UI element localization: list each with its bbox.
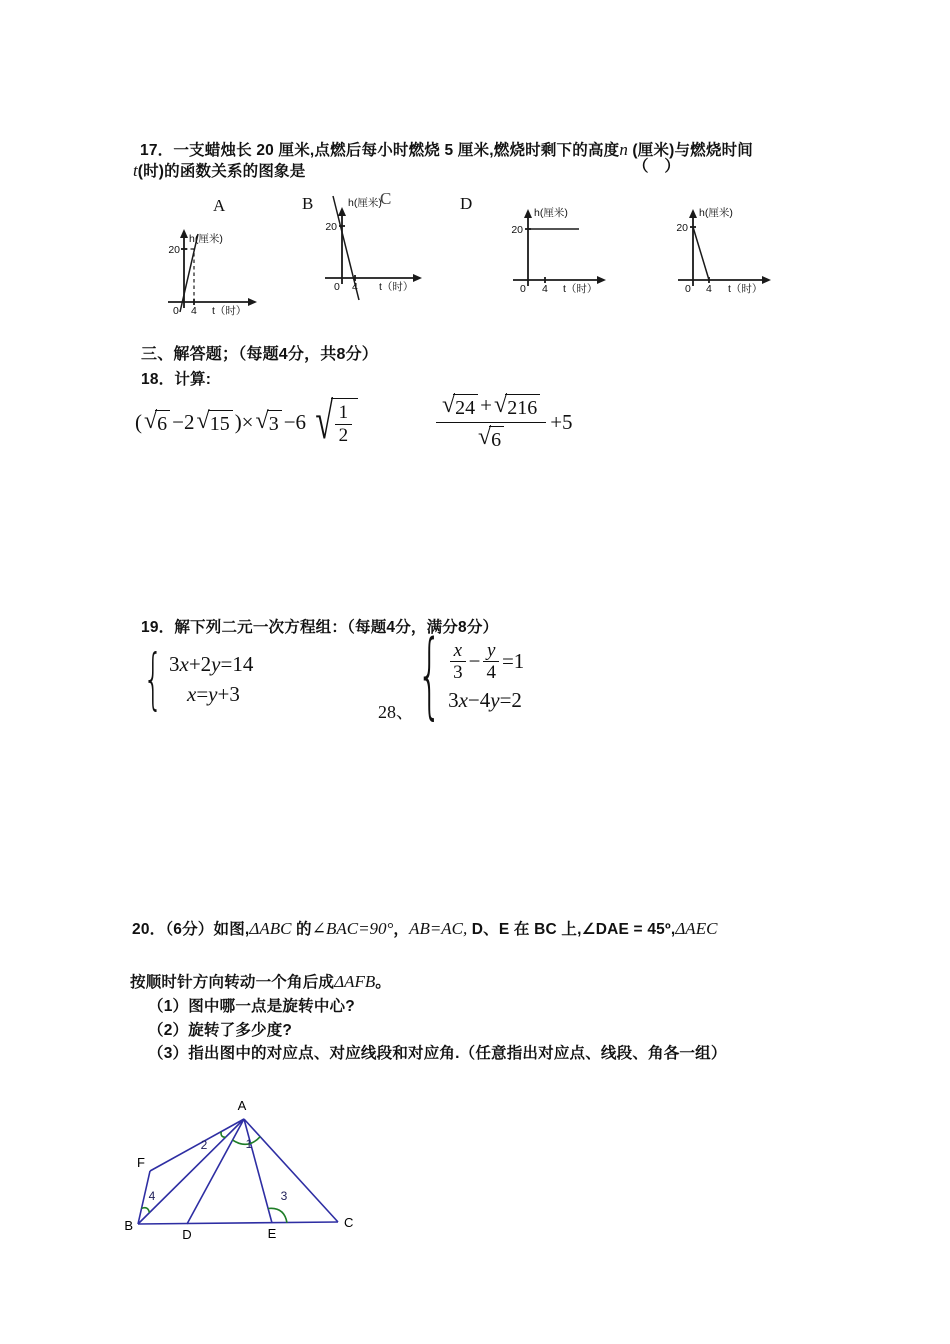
q18-expression-1 [134,391,358,453]
x-tick-4: 4 [706,283,712,295]
option-label-c: C [380,189,392,208]
y-axis-label: h(厘米) [189,233,223,245]
x-tick-4: 4 [352,281,358,293]
q20-geometry-figure [105,1090,370,1250]
sqrt-3: √ 3 [256,409,282,435]
x-tick-4: 4 [542,283,548,295]
y-axis-label: h(厘米) [699,207,733,219]
x-axis-label: t（时） [379,281,414,293]
q20-text-line2: 按顺时针方向转动一个角后成ΔAFB。 [130,972,391,991]
plus-5: +5 [550,409,573,434]
y-tick-20: 20 [168,244,180,256]
sqrt-6: √ 6 [144,409,170,435]
equation-row: 3 x +2 y =14 [169,652,254,676]
numerator [436,393,546,422]
y-axis-label: h(厘米) [534,207,568,219]
rising-line [180,234,198,312]
origin-label: 0 [173,305,179,317]
x-axis-label: t（时） [728,283,763,295]
origin-label: 0 [334,281,340,293]
q17-var-t: t [133,161,138,180]
option-label-d: D [460,194,473,213]
sqrt-6: √ 6 [478,425,504,451]
y-axis-label: h(厘米) [348,197,382,209]
option-graph-b [315,194,433,306]
vertex-label-E: E [267,1226,277,1241]
sqrt-24: √ 24 [442,393,478,419]
minus: − [468,649,481,674]
angle-label-3: 3 [280,1189,288,1203]
falling-line [693,227,709,280]
angle-label-4: 4 [148,1189,156,1203]
q20-item-1: （1）图中哪一点是旋转中心? [148,998,355,1015]
minus-2: −2 [172,409,195,434]
denominator [436,422,546,451]
q19-system-1 [139,640,254,717]
angle-arc-2 [221,1132,225,1138]
y-tick-20: 20 [676,222,688,234]
segment-BC [138,1222,338,1224]
q17-answer-blank: （ ） [633,158,681,175]
q19-label: 19．解下列二元一次方程组：（每题4分，满分8分） [141,619,499,636]
q17-line2-post: (时)的函数关系的图象是 [137,163,306,180]
radical-sign: √ [315,392,334,450]
vertex-label-B: B [124,1218,133,1233]
stray-item-number: 28、 [378,702,414,722]
q18-expression-2 [436,393,574,451]
vertex-label-D: D [182,1227,192,1242]
angle-label-2: 2 [200,1138,208,1152]
equation-row: 3 x −4 y =2 [448,687,522,712]
left-brace: { [143,640,163,717]
y-tick-20: 20 [511,224,523,236]
q18-label: 18．计算: [141,371,212,388]
q17-text-line2 [133,160,305,181]
option-graph-horizontal [503,202,621,302]
origin-label: 0 [520,283,526,295]
lparen: ( [135,409,142,434]
q20-item-3: （3）指出图中的对应点、对应线段和对应角.（任意指出对应点、线段、角各一组） [148,1045,727,1062]
sqrt-of-fraction [310,392,358,450]
equation-row: x = y +3 [187,682,240,706]
x-axis-label: t（时） [563,283,598,295]
sqrt-216: √ 216 [494,393,540,419]
q17-line1-post: (厘米)与燃烧时间 [627,142,753,159]
radical-sign: √ [144,408,158,434]
fraction-x-3: x 3 [450,640,466,684]
y-tick-20: 20 [325,221,337,233]
option-label-a: A [213,196,226,215]
angle-arc-4 [142,1208,150,1213]
fraction-y-4: $\frac{y}{4}$ [483,640,499,684]
plus: + [480,393,493,417]
vertex-label-A: A [237,1098,247,1113]
x-axis-label: t（时） [212,305,247,317]
left-brace: { [417,622,442,731]
fraction-1-2: 1 2 [335,402,353,447]
equals-1: =1 [501,649,525,674]
vertex-label-C: C [344,1215,354,1230]
q20-text-line1: 20．（6分）如图,ΔABC 的∠BAC=90°，AB=AC, D、E 在 BC 上,∠DAE = 45º,ΔAEC [132,919,718,938]
origin-label: 0 [685,283,691,295]
big-fraction [436,393,546,451]
option-graph-falling-segment [668,202,786,302]
rparen-times: )× [234,409,254,434]
option-graph-a [156,222,268,326]
minus-6: −6 [283,409,307,434]
q20-item-2: （2）旋转了多少度? [148,1022,293,1039]
q17-var-n: n [619,140,628,159]
segment-AB [138,1119,244,1224]
q17-line1-pre: 17．一支蜡烛长 20 厘米,点燃后每小时燃烧 5 厘米,燃烧时剩下的高度 [140,142,620,159]
q19-system-2 [413,622,525,731]
section-3-heading: 三、解答题；（每题4分，共8分） [141,346,378,363]
sqrt-15: √ 15 [197,409,233,435]
x-tick-4: 4 [191,305,197,317]
vertex-label-F: F [137,1155,145,1170]
equation-row [448,640,525,684]
option-label-b: B [302,194,314,213]
angle-label-1: 1 [245,1137,253,1151]
